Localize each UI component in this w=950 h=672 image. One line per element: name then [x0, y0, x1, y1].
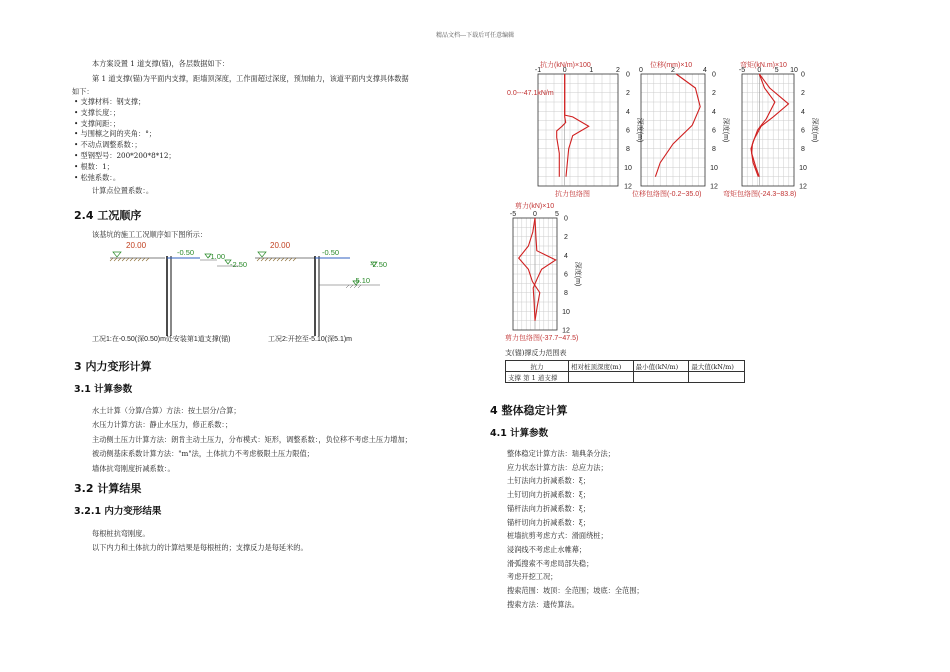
- section-3-2-1-title: 3.2.1 内力变形结果: [74, 506, 162, 517]
- construction-stage-diagram: [105, 238, 405, 338]
- section-3-1-line: 墙体抗弯刚度折减系数：。: [92, 463, 175, 473]
- stage2-level-c: -2.50: [370, 260, 388, 269]
- x-tick-label: 0: [757, 67, 762, 74]
- depth-tick-label: 6: [626, 127, 630, 135]
- stage2-level-a: -0.50: [322, 248, 340, 257]
- depth-tick-label: 2: [801, 90, 805, 98]
- section-4-1-line: 考虑开挖工况；: [507, 572, 558, 582]
- section-3-title: 3 内力变形计算: [74, 360, 152, 373]
- section-4-1-line: 浸润线不考虑止水帷幕；: [507, 544, 587, 554]
- bullet-item: • 不动点调整系数：；: [74, 140, 142, 150]
- page-header: 精品文档---下载后可任意编辑: [436, 32, 515, 39]
- depth-tick-label: 10: [562, 308, 570, 316]
- bullet-item: • 支撑长度：；: [74, 107, 121, 117]
- chart3-title: 弯矩(kN.m)×10: [740, 62, 787, 69]
- section-3-1-line: 被动侧基床系数计算方法："m"法，土体抗力不考虑极限土压力限值；: [92, 449, 314, 459]
- calc-point-text: 计算点位置系数：。: [92, 186, 154, 195]
- intro-line-1: 本方案设置 1 道支撑(锚)，各层数据如下：: [92, 59, 229, 68]
- depth-tick-label: 0: [712, 71, 716, 79]
- stage1-level-c: -2.50: [230, 260, 248, 269]
- chart2-title: 位移(mm)×10: [650, 62, 693, 69]
- depth-tick-label: 6: [564, 271, 568, 279]
- section-4-1-line: 土钉切向力折减系数：ξ；: [507, 490, 591, 500]
- section-4-1-line: 锚杆切向力折减系数：ξ；: [507, 517, 591, 527]
- x-tick-label: -1: [534, 67, 542, 74]
- bullet-item: • 根数：1；: [74, 161, 114, 171]
- table-cell: 支撑 第 1 道支撑: [506, 372, 569, 383]
- chart4-caption: 剪力包络图(-37.7~47.5): [505, 335, 579, 342]
- x-tick-label: 2: [671, 67, 675, 74]
- depth-axis-label: 深度(m): [722, 117, 729, 143]
- stage1-level-a: -0.50: [177, 248, 195, 257]
- intro-line-2: 第 1 道支撑(锚)为平面内支撑，距墙顶深度，工作面超过深度，预加轴力，该道平面内支撑具体数据: [92, 74, 409, 83]
- stage-2-diagram: [255, 252, 380, 336]
- depth-tick-label: 12: [624, 183, 632, 191]
- table-cell: [689, 372, 745, 383]
- bullet-item: • 型钢型号：200*200*8*12；: [74, 151, 176, 160]
- table-row: [506, 372, 745, 383]
- section-4-title: 4 整体稳定计算: [490, 404, 568, 417]
- x-tick-label: 0: [562, 67, 567, 74]
- section-4-1-line: 搜索方法：遗传算法。: [507, 599, 579, 609]
- x-tick-label: 2: [616, 67, 620, 74]
- envelope-line: [751, 74, 789, 177]
- envelope-line: [565, 74, 589, 177]
- depth-tick-label: 10: [624, 164, 632, 172]
- chart1-annotation: 0.0---47.1kN/m: [507, 90, 554, 97]
- bullet-item: • 松弛系数：。: [74, 172, 121, 182]
- depth-tick-label: 2: [564, 234, 568, 242]
- intro-line-3: 如下：: [72, 87, 94, 96]
- chart1-caption: 抗力包络图: [555, 191, 590, 198]
- x-tick-label: 0: [533, 211, 537, 218]
- stage2-top-level: 20.00: [270, 241, 291, 250]
- section-2-4-title: 2.4 工况顺序: [74, 209, 142, 222]
- envelope-line: [655, 74, 700, 177]
- chart3-caption: 弯矩包络图(-24.3~83.8): [723, 191, 797, 198]
- section-3-1-title: 3.1 计算参数: [74, 384, 133, 395]
- depth-tick-label: 0: [626, 71, 630, 79]
- chart4-title: 剪力(kN)×10: [515, 203, 555, 210]
- section-3-2-1-line-1: 每根桩抗弯刚度。: [92, 529, 150, 538]
- depth-axis-label: 深度(m): [811, 117, 818, 143]
- table-header-cell: 最大值(kN/m): [689, 361, 745, 372]
- depth-tick-label: 0: [801, 71, 805, 79]
- x-tick-label: 5: [774, 67, 779, 74]
- bullet-item: • 与围檩之间的夹角：°；: [74, 129, 156, 139]
- depth-axis-label: 深度(m): [636, 117, 643, 143]
- section-2-4-text: 该基坑的施工工况顺序如下图所示：: [92, 230, 208, 239]
- x-tick-label: 0: [639, 67, 643, 74]
- bullet-item: • 支撑材料：钢支撑；: [74, 97, 146, 106]
- stage-1-caption: 工况1:在-0.50(深0.50)m处安装第1道支撑(锚): [92, 336, 231, 343]
- depth-tick-label: 4: [712, 108, 716, 116]
- section-4-1-line: 应力状态计算方法：总应力法；: [507, 462, 608, 472]
- section-3-2-title: 3.2 计算结果: [74, 482, 142, 495]
- stage2-level-d: -5.10: [353, 276, 371, 285]
- x-tick-label: 10: [790, 67, 798, 74]
- depth-tick-label: 8: [564, 290, 568, 298]
- depth-tick-label: 8: [626, 146, 630, 154]
- section-3-1-line: 主动侧土压力计算方法：朗肯主动土压力，分布模式：矩形，调整系数：，负位移不考虑土压力增加；: [92, 434, 412, 444]
- depth-tick-label: 12: [799, 183, 807, 191]
- depth-tick-label: 6: [801, 127, 805, 135]
- section-3-1-line: 水土计算（分算/合算）方法：按土层分/合算；: [92, 406, 241, 415]
- x-tick-label: 1: [589, 67, 594, 74]
- section-4-1-line: 土钉法向力折减系数：ξ；: [507, 476, 591, 486]
- table-header-row: [506, 361, 745, 372]
- section-4-1-line: 整体稳定计算方法：瑞典条分法；: [507, 449, 615, 458]
- stage1-top-level: 20.00: [126, 241, 147, 250]
- reaction-table-title: 支(锚)撑反力范围表: [505, 349, 567, 357]
- depth-tick-label: 4: [801, 108, 805, 116]
- section-3-1-line: 水压力计算方法：静止水压力，修正系数：；: [92, 420, 233, 430]
- table-cell: [633, 372, 689, 383]
- chart2-caption: 位移包络图(-0.2~35.0): [632, 191, 702, 198]
- section-4-1-line: 桩墙抗剪考虑方式：滑面绕桩；: [507, 531, 608, 541]
- x-tick-label: 4: [703, 67, 707, 74]
- table-cell: [569, 372, 634, 383]
- depth-tick-label: 12: [710, 183, 718, 191]
- depth-tick-label: 4: [564, 252, 568, 260]
- depth-tick-label: 2: [626, 90, 630, 98]
- table-header-cell: 相对桩顶深度(m): [569, 361, 634, 372]
- table-header-cell: 抗力: [506, 361, 569, 372]
- section-4-1-line: 滑弧搜索不考虑局部失稳；: [507, 558, 594, 568]
- depth-tick-label: 6: [712, 127, 716, 135]
- internal-force-charts: [500, 64, 820, 354]
- reaction-table: [505, 360, 745, 383]
- depth-tick-label: 10: [799, 164, 807, 172]
- depth-tick-label: 4: [626, 108, 630, 116]
- chart1-title: 抗力(kN/m)×100: [540, 62, 591, 69]
- bullet-item: • 支撑间距：；: [74, 118, 121, 128]
- section-4-1-line: 搜索范围：坡顶：全范围；坡底：全范围；: [507, 586, 644, 595]
- x-tick-label: -5: [509, 211, 517, 218]
- stage1-level-b: -1.00: [208, 252, 226, 261]
- section-4-1-title: 4.1 计算参数: [490, 428, 549, 439]
- section-3-2-1-line-2: 以下内力和土体抗力的计算结果是每根桩的；支撑反力是每延米的。: [92, 543, 308, 552]
- depth-tick-label: 10: [710, 164, 718, 172]
- envelope-line: [533, 218, 556, 321]
- stage-1-diagram: [110, 252, 240, 336]
- depth-tick-label: 8: [712, 146, 716, 154]
- depth-tick-label: 2: [712, 90, 716, 98]
- depth-tick-label: 8: [801, 146, 805, 154]
- stage-2-caption: 工况2:开挖至-5.10(深5.1)m: [268, 336, 353, 343]
- section-4-1-line: 锚杆法向力折减系数：ξ；: [507, 503, 591, 513]
- table-header-cell: 最小值(kN/m): [633, 361, 689, 372]
- depth-tick-label: 12: [562, 327, 570, 335]
- depth-axis-label: 深度(m): [574, 261, 581, 287]
- depth-tick-label: 0: [564, 215, 568, 223]
- x-tick-label: 5: [555, 211, 559, 218]
- x-tick-label: -5: [738, 67, 746, 74]
